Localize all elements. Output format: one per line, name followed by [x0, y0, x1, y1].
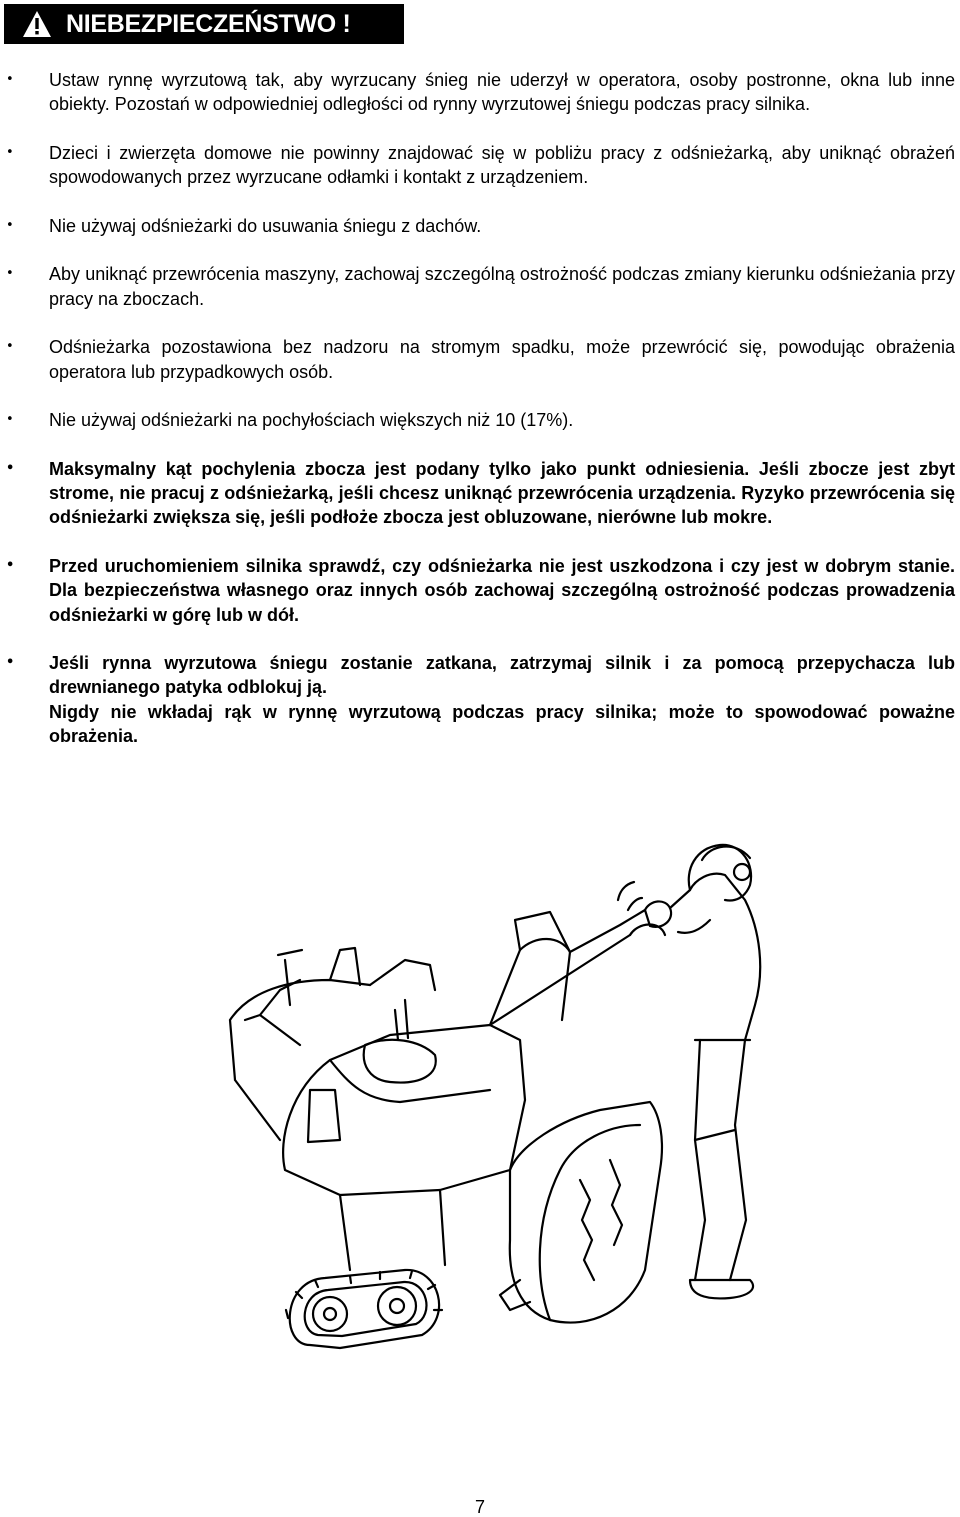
list-item: [0, 408, 960, 432]
list-item: [0, 651, 960, 748]
danger-banner: [4, 4, 404, 44]
warning-triangle-icon: [22, 10, 52, 38]
list-item: [0, 214, 960, 238]
operator-figure: [490, 845, 760, 1299]
item-text: • Jeśli rynna wyrzutowa śniegu zostanie zatkana, zatrzymaj silnik i za pomocą przepychacza lub drewnianego patyka odblokuj ją.: [49, 653, 955, 698]
machine-body: [230, 948, 525, 1270]
item-text: • Maksymalny kąt pochylenia zbocza jest podany tylko jako punkt odniesienia. Jeśli zbocze jest zbyt strome, nie pracuj z odśnieżarką, jeśli chcesz uniknąć przewrócenia urządzenia. Ryzyko przewrócenia się odśnieżarki zwiększa się, jeśli podłoże zbocza jest obluzowane, nierówne lub mokre.: [49, 458, 955, 528]
item-text: • Nie używaj odśnieżarki do usuwania śniegu z dachów.: [49, 215, 482, 236]
item-text: Nigdy nie wkładaj rąk w rynnę wyrzutową podczas pracy silnika; może to spowodować poważne obrażenia.: [49, 701, 955, 747]
list-item: [0, 554, 960, 627]
list-item: [0, 457, 960, 530]
page-number: 7: [474, 1497, 485, 1517]
list-item: [0, 262, 960, 311]
item-text: • Dzieci i zwierzęta domowe nie powinny znajdować się w pobliżu pracy z odśnieżarką, aby uniknąć obrażeń spowodowanych przez wyrzucane odłamki i kontakt z urządzeniem.: [49, 142, 955, 188]
snowblower-operator-illustration: [190, 840, 770, 1400]
list-item: [0, 141, 960, 190]
item-text: • Ustaw rynnę wyrzutową tak, aby wyrzucany śnieg nie uderzył w operatora, osoby postronne, okna lub inne obiekty. Pozostań w odpowiedniej odległości od rynny wyrzutowej śniegu podczas pracy silnika.: [49, 70, 955, 115]
list-item: [0, 68, 960, 117]
safety-instructions-list: [0, 68, 960, 773]
item-text: • Przed uruchomieniem silnika sprawdź, czy odśnieżarka nie jest uszkodzona i czy jest w dobrym stanie. Dla bezpieczeństwa własnego oraz innych osób zachowaj szczególną ostrożność podczas prowadzenia odśnieżarki w górę lub w dół.: [49, 555, 955, 625]
danger-title: NIEBEZPIECZEŃSTWO !: [66, 9, 351, 38]
track-assembly: [286, 1270, 442, 1348]
auger-housing: [490, 912, 662, 1323]
item-text: • Aby uniknąć przewrócenia maszyny, zachowaj szczególną ostrożność podczas zmiany kierunku odśnieżania przy pracy na zboczach.: [49, 264, 955, 309]
list-item: [0, 335, 960, 384]
item-text: • Nie używaj odśnieżarki na pochyłościach większych niż 10 (17%).: [49, 410, 574, 431]
item-text: • Odśnieżarka pozostawiona bez nadzoru na stromym spadku, może przewrócić się, powodując obrażenia operatora lub przypadkowych osób.: [49, 337, 955, 382]
